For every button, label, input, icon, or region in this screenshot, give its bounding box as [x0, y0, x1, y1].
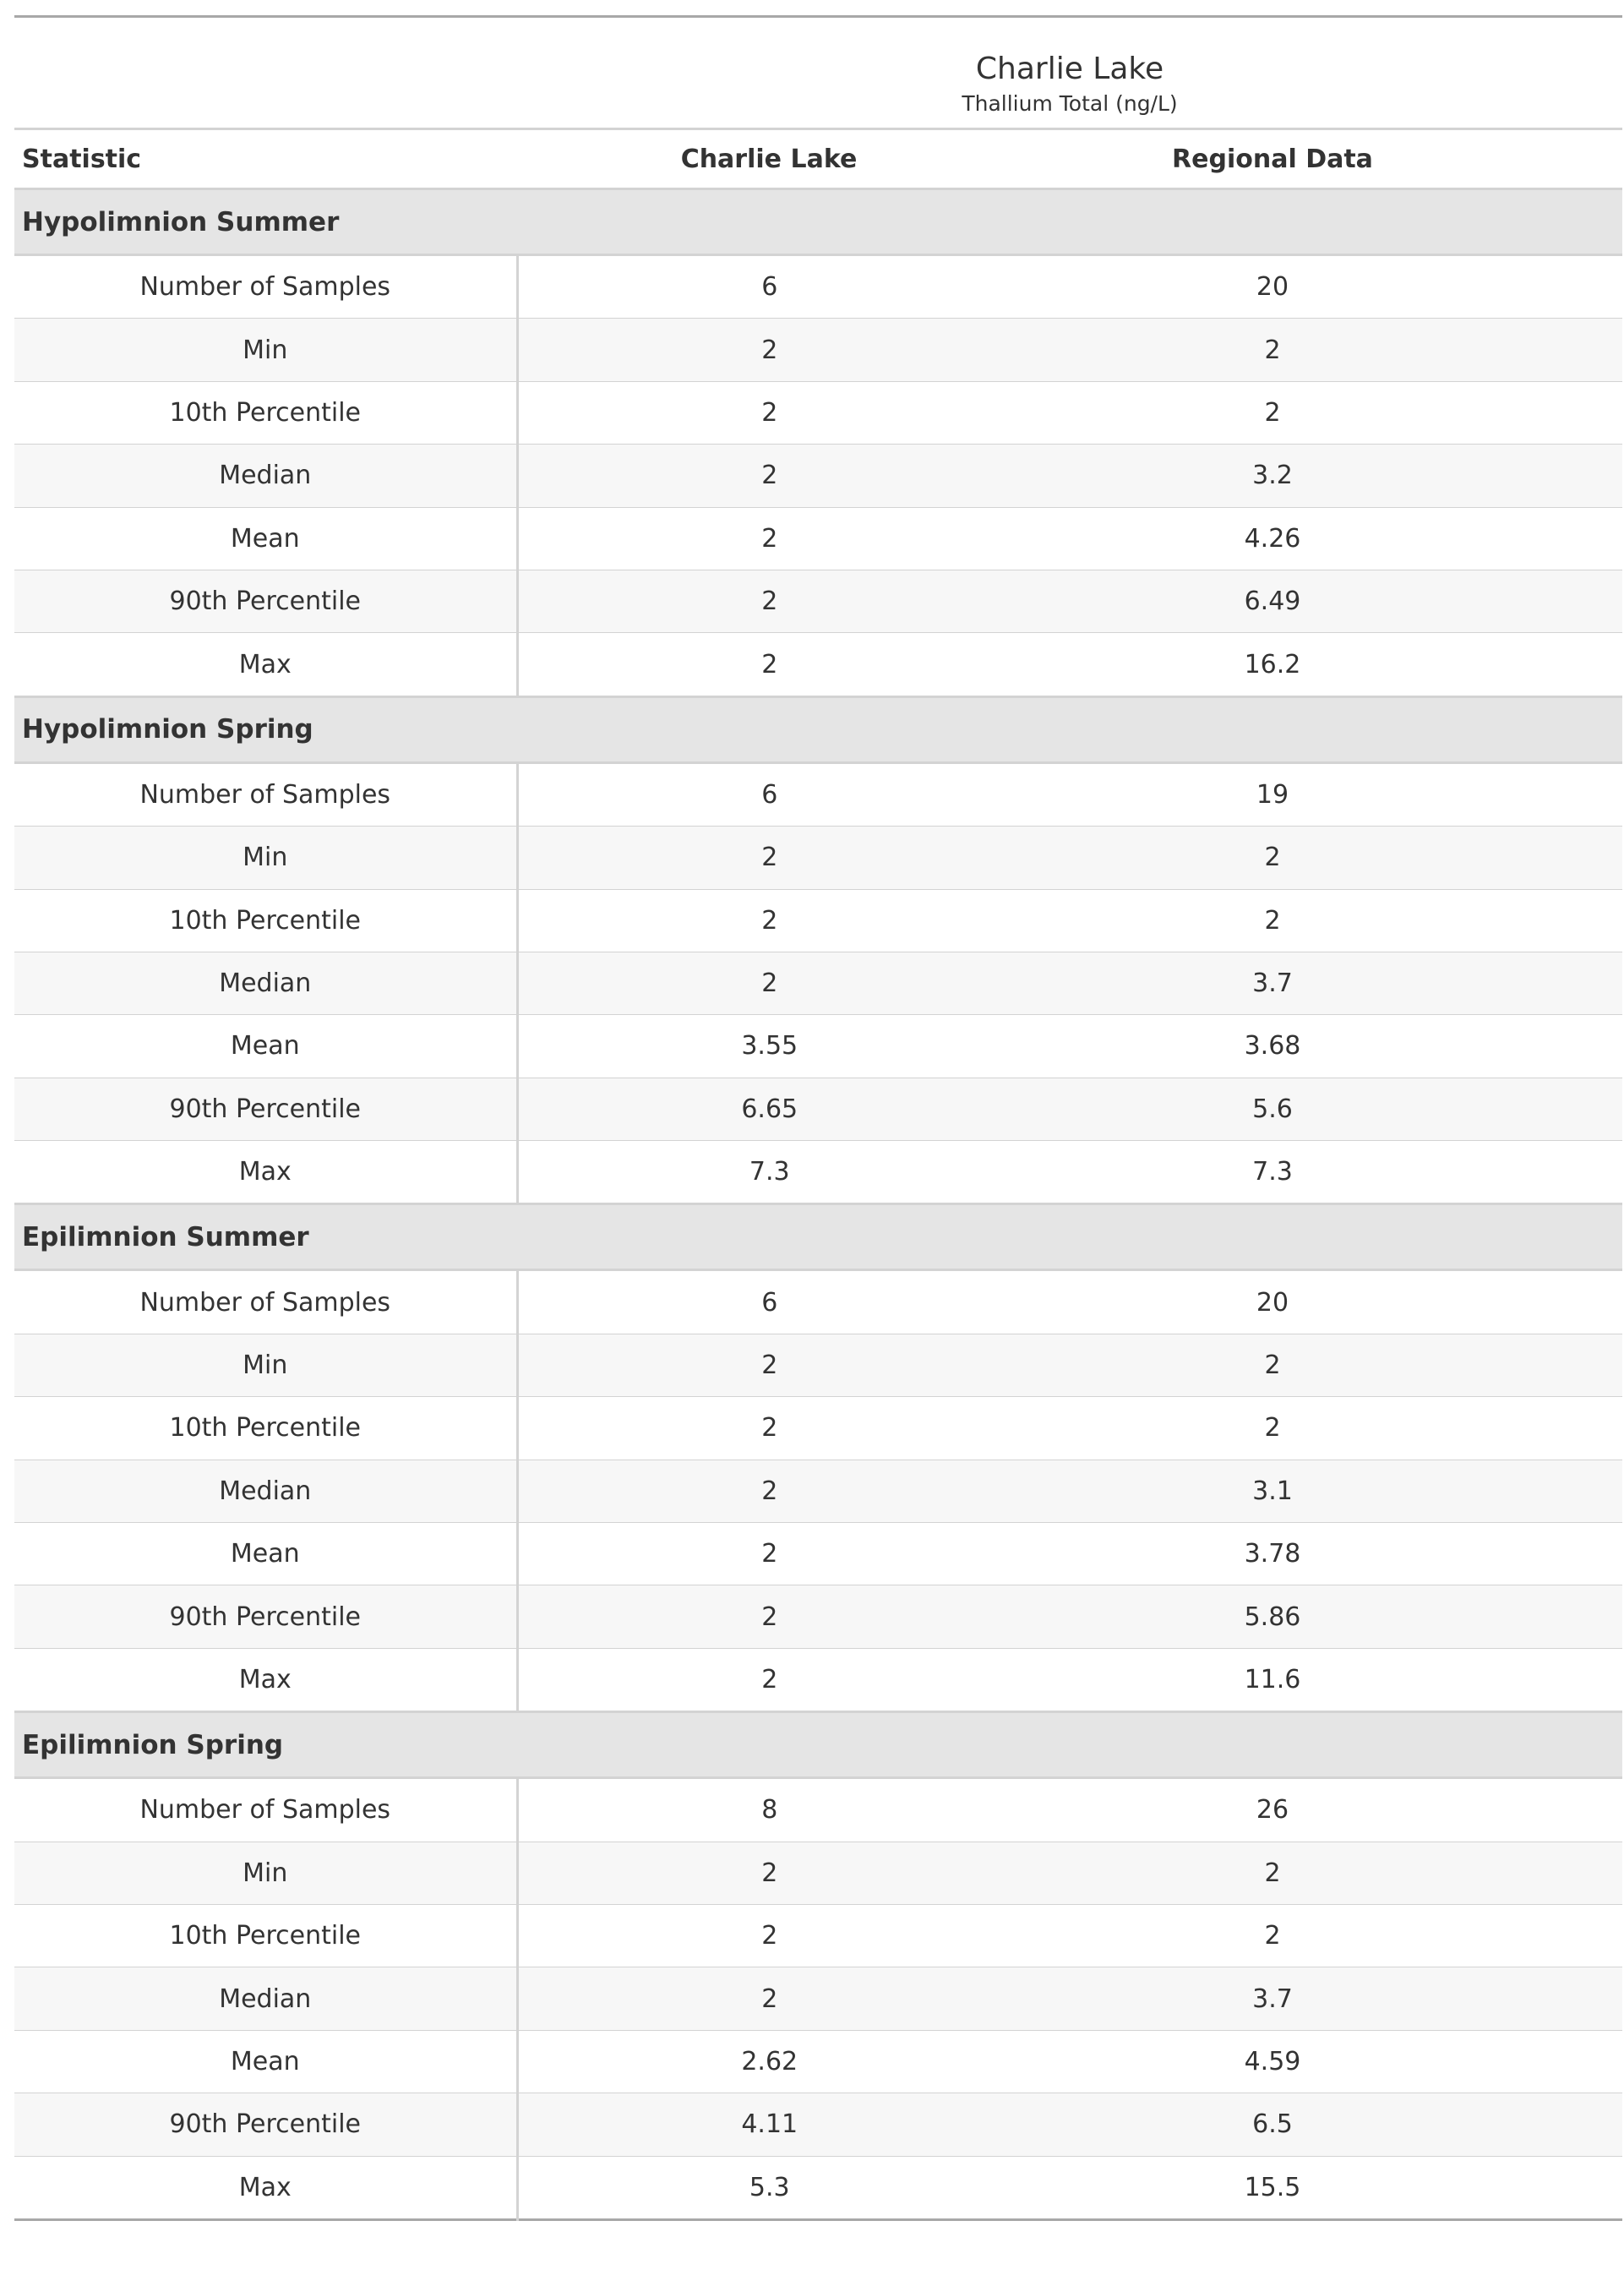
row-spacer — [1524, 319, 1622, 381]
column-header-row — [14, 129, 1622, 189]
row-spacer — [1524, 952, 1622, 1014]
charlie-lake-value-cell: 2 — [517, 952, 1021, 1014]
row-spacer — [1524, 1585, 1622, 1648]
regional-data-value-cell: 6.5 — [1021, 2093, 1524, 2156]
regional-data-value-cell: 20 — [1256, 1287, 1289, 1318]
statistic-cell: 10th Percentile — [14, 889, 517, 952]
regional-data-value-cell: 19 — [1256, 779, 1289, 810]
statistic-cell: 10th Percentile — [14, 1397, 517, 1460]
statistic-cell: Max — [14, 1141, 517, 1204]
statistic-cell: Min — [14, 827, 517, 889]
table-row — [14, 1397, 1622, 1460]
statistic-cell: Number of Samples — [14, 255, 517, 319]
regional-data-value-cell: 4.26 — [1021, 507, 1524, 570]
row-spacer — [1524, 762, 1622, 826]
regional-data-value-cell: 4.59 — [1021, 2030, 1524, 2093]
charlie-lake-value-cell: 2 — [517, 1967, 1021, 2030]
group-label: Epilimnion Summer — [14, 1204, 1622, 1270]
charlie-lake-value-cell: 2 — [517, 381, 1021, 444]
stats-table-container — [14, 15, 1622, 2221]
table-body — [14, 189, 1622, 2220]
table-row — [14, 255, 1622, 319]
table-row — [14, 445, 1622, 507]
subtitle-row — [14, 90, 1622, 129]
row-spacer — [1524, 2156, 1622, 2219]
statistic-cell: Min — [14, 319, 517, 381]
statistic-cell: Mean — [14, 1523, 517, 1585]
row-spacer — [1524, 1397, 1622, 1460]
row-spacer — [1524, 889, 1622, 952]
table-row — [14, 1270, 1622, 1334]
charlie-lake-value-cell: 3.55 — [517, 1015, 1021, 1078]
row-spacer — [1524, 1523, 1622, 1585]
group-label: Hypolimnion Summer — [14, 189, 1622, 255]
charlie-lake-value-cell: 2.62 — [517, 2030, 1021, 2093]
group-header-row — [14, 1204, 1622, 1270]
charlie-lake-value-cell: 6.65 — [517, 1078, 1021, 1140]
row-spacer — [1524, 2093, 1622, 2156]
table-row — [14, 1078, 1622, 1140]
statistic-cell: Max — [14, 2156, 517, 2219]
charlie-lake-value-cell: 2 — [517, 889, 1021, 952]
row-spacer — [1524, 1904, 1622, 1967]
regional-data-value-cell: 3.78 — [1021, 1523, 1524, 1585]
table-row — [14, 633, 1622, 696]
statistic-cell: 90th Percentile — [14, 570, 517, 632]
table-row — [14, 952, 1622, 1014]
group-header-row — [14, 696, 1622, 762]
regional-data-value-cell: 6.49 — [1021, 570, 1524, 632]
regional-data-value-cell: 20 — [1256, 272, 1289, 303]
statistic-cell: Max — [14, 633, 517, 696]
row-spacer — [1524, 1078, 1622, 1140]
charlie-lake-value-cell: 4.11 — [517, 2093, 1021, 2156]
group-header-row — [14, 1712, 1622, 1778]
row-spacer — [1524, 1460, 1622, 1522]
regional-data-value-cell: 11.6 — [1021, 1648, 1524, 1711]
table-subtitle: Thallium Total (ng/L) — [517, 90, 1622, 129]
statistic-cell: Median — [14, 952, 517, 1014]
table-row — [14, 889, 1622, 952]
table-row — [14, 1842, 1622, 1904]
regional-data-value-cell: 3.2 — [1021, 445, 1524, 507]
group-label: Epilimnion Spring — [14, 1712, 1622, 1778]
statistic-cell: Max — [14, 1648, 517, 1711]
regional-data-value-cell: 2 — [1021, 1904, 1524, 1967]
charlie-lake-value-cell: 6 — [761, 1287, 778, 1318]
row-spacer — [1524, 1842, 1622, 1904]
regional-data-value-cell: 15.5 — [1021, 2156, 1524, 2219]
charlie-lake-value-cell: 2 — [517, 1460, 1021, 1522]
regional-data-value-cell: 26 — [1256, 1795, 1289, 1825]
group-label: Hypolimnion Spring — [14, 696, 1622, 762]
statistic-cell: Mean — [14, 2030, 517, 2093]
charlie-lake-value-cell: 2 — [517, 633, 1021, 696]
statistic-cell: Number of Samples — [14, 1270, 517, 1334]
statistic-cell: Number of Samples — [14, 1778, 517, 1842]
charlie-lake-value-cell: 2 — [517, 1334, 1021, 1396]
table-row — [14, 2030, 1622, 2093]
charlie-lake-value-cell: 2 — [517, 1904, 1021, 1967]
charlie-lake-value-cell: 6 — [761, 779, 778, 810]
statistic-cell: Min — [14, 1334, 517, 1396]
regional-data-value-cell: 3.68 — [1021, 1015, 1524, 1078]
table-row — [14, 1585, 1622, 1648]
statistic-cell: Mean — [14, 507, 517, 570]
regional-data-value-cell: 2 — [1021, 1842, 1524, 1904]
table-row — [14, 1967, 1622, 2030]
row-spacer — [1524, 2030, 1622, 2093]
row-spacer — [1524, 570, 1622, 632]
table-row — [14, 1778, 1622, 1842]
column-header-spacer — [1524, 129, 1622, 189]
subtitle-spacer — [14, 90, 517, 129]
table-row — [14, 762, 1622, 826]
charlie-lake-value-cell: 2 — [517, 445, 1021, 507]
charlie-lake-value-cell: 7.3 — [517, 1141, 1021, 1204]
row-spacer — [1524, 1967, 1622, 2030]
table-row — [14, 1460, 1622, 1522]
statistic-cell: Median — [14, 1460, 517, 1522]
column-header-charlie-lake: Charlie Lake — [517, 129, 1021, 189]
statistic-cell: Median — [14, 1967, 517, 2030]
title-row — [14, 17, 1622, 90]
table-row — [14, 1648, 1622, 1711]
regional-data-value-cell: 2 — [1021, 889, 1524, 952]
charlie-lake-value-cell: 2 — [517, 1585, 1021, 1648]
group-header-row — [14, 189, 1622, 255]
stats-table — [14, 15, 1622, 2221]
charlie-lake-value-cell: 2 — [517, 1842, 1021, 1904]
statistic-cell: 10th Percentile — [14, 1904, 517, 1967]
row-spacer — [1524, 1015, 1622, 1078]
row-spacer — [1524, 381, 1622, 444]
charlie-lake-value-cell: 2 — [517, 507, 1021, 570]
statistic-cell: Number of Samples — [14, 762, 517, 826]
regional-data-value-cell: 5.86 — [1021, 1585, 1524, 1648]
row-spacer — [1524, 507, 1622, 570]
row-spacer — [1524, 445, 1622, 507]
statistic-cell: Mean — [14, 1015, 517, 1078]
table-row — [14, 570, 1622, 632]
table-row — [14, 507, 1622, 570]
charlie-lake-value-cell: 6 — [761, 272, 778, 303]
row-spacer — [1524, 1648, 1622, 1711]
regional-data-value-cell: 2 — [1021, 1334, 1524, 1396]
table-row — [14, 1141, 1622, 1204]
regional-data-value-cell: 2 — [1021, 827, 1524, 889]
table-row — [14, 2156, 1622, 2219]
regional-data-value-cell: 16.2 — [1021, 633, 1524, 696]
row-spacer — [1524, 633, 1622, 696]
table-row — [14, 1904, 1622, 1967]
charlie-lake-value-cell: 2 — [517, 1523, 1021, 1585]
statistic-cell: 90th Percentile — [14, 2093, 517, 2156]
statistic-cell: Median — [14, 445, 517, 507]
table-row — [14, 2093, 1622, 2156]
charlie-lake-value-cell: 8 — [761, 1795, 778, 1825]
table-row — [14, 381, 1622, 444]
table-row — [14, 1015, 1622, 1078]
row-spacer — [1524, 255, 1622, 319]
statistic-cell: 90th Percentile — [14, 1585, 517, 1648]
charlie-lake-value-cell: 2 — [517, 570, 1021, 632]
regional-data-value-cell: 2 — [1021, 1397, 1524, 1460]
charlie-lake-value-cell: 2 — [517, 1397, 1021, 1460]
regional-data-value-cell: 3.7 — [1021, 952, 1524, 1014]
table-row — [14, 827, 1622, 889]
table-row — [14, 319, 1622, 381]
column-header-regional-data: Regional Data — [1021, 129, 1524, 189]
regional-data-value-cell: 3.7 — [1021, 1967, 1524, 2030]
statistic-cell: 10th Percentile — [14, 381, 517, 444]
charlie-lake-value-cell: 2 — [517, 319, 1021, 381]
charlie-lake-value-cell: 2 — [517, 827, 1021, 889]
charlie-lake-value-cell: 2 — [517, 1648, 1021, 1711]
regional-data-value-cell: 2 — [1021, 319, 1524, 381]
table-row — [14, 1334, 1622, 1396]
statistic-cell: 90th Percentile — [14, 1078, 517, 1140]
regional-data-value-cell: 2 — [1021, 381, 1524, 444]
row-spacer — [1524, 1334, 1622, 1396]
row-spacer — [1524, 1778, 1622, 1842]
row-spacer — [1524, 1270, 1622, 1334]
title-spacer — [14, 17, 517, 90]
regional-data-value-cell: 3.1 — [1021, 1460, 1524, 1522]
column-header-statistic: Statistic — [14, 129, 517, 189]
regional-data-value-cell: 5.6 — [1021, 1078, 1524, 1140]
statistic-cell: Min — [14, 1842, 517, 1904]
table-row — [14, 1523, 1622, 1585]
charlie-lake-value-cell: 5.3 — [517, 2156, 1021, 2219]
row-spacer — [1524, 1141, 1622, 1204]
table-title: Charlie Lake — [975, 52, 1164, 86]
regional-data-value-cell: 7.3 — [1021, 1141, 1524, 1204]
row-spacer — [1524, 827, 1622, 889]
